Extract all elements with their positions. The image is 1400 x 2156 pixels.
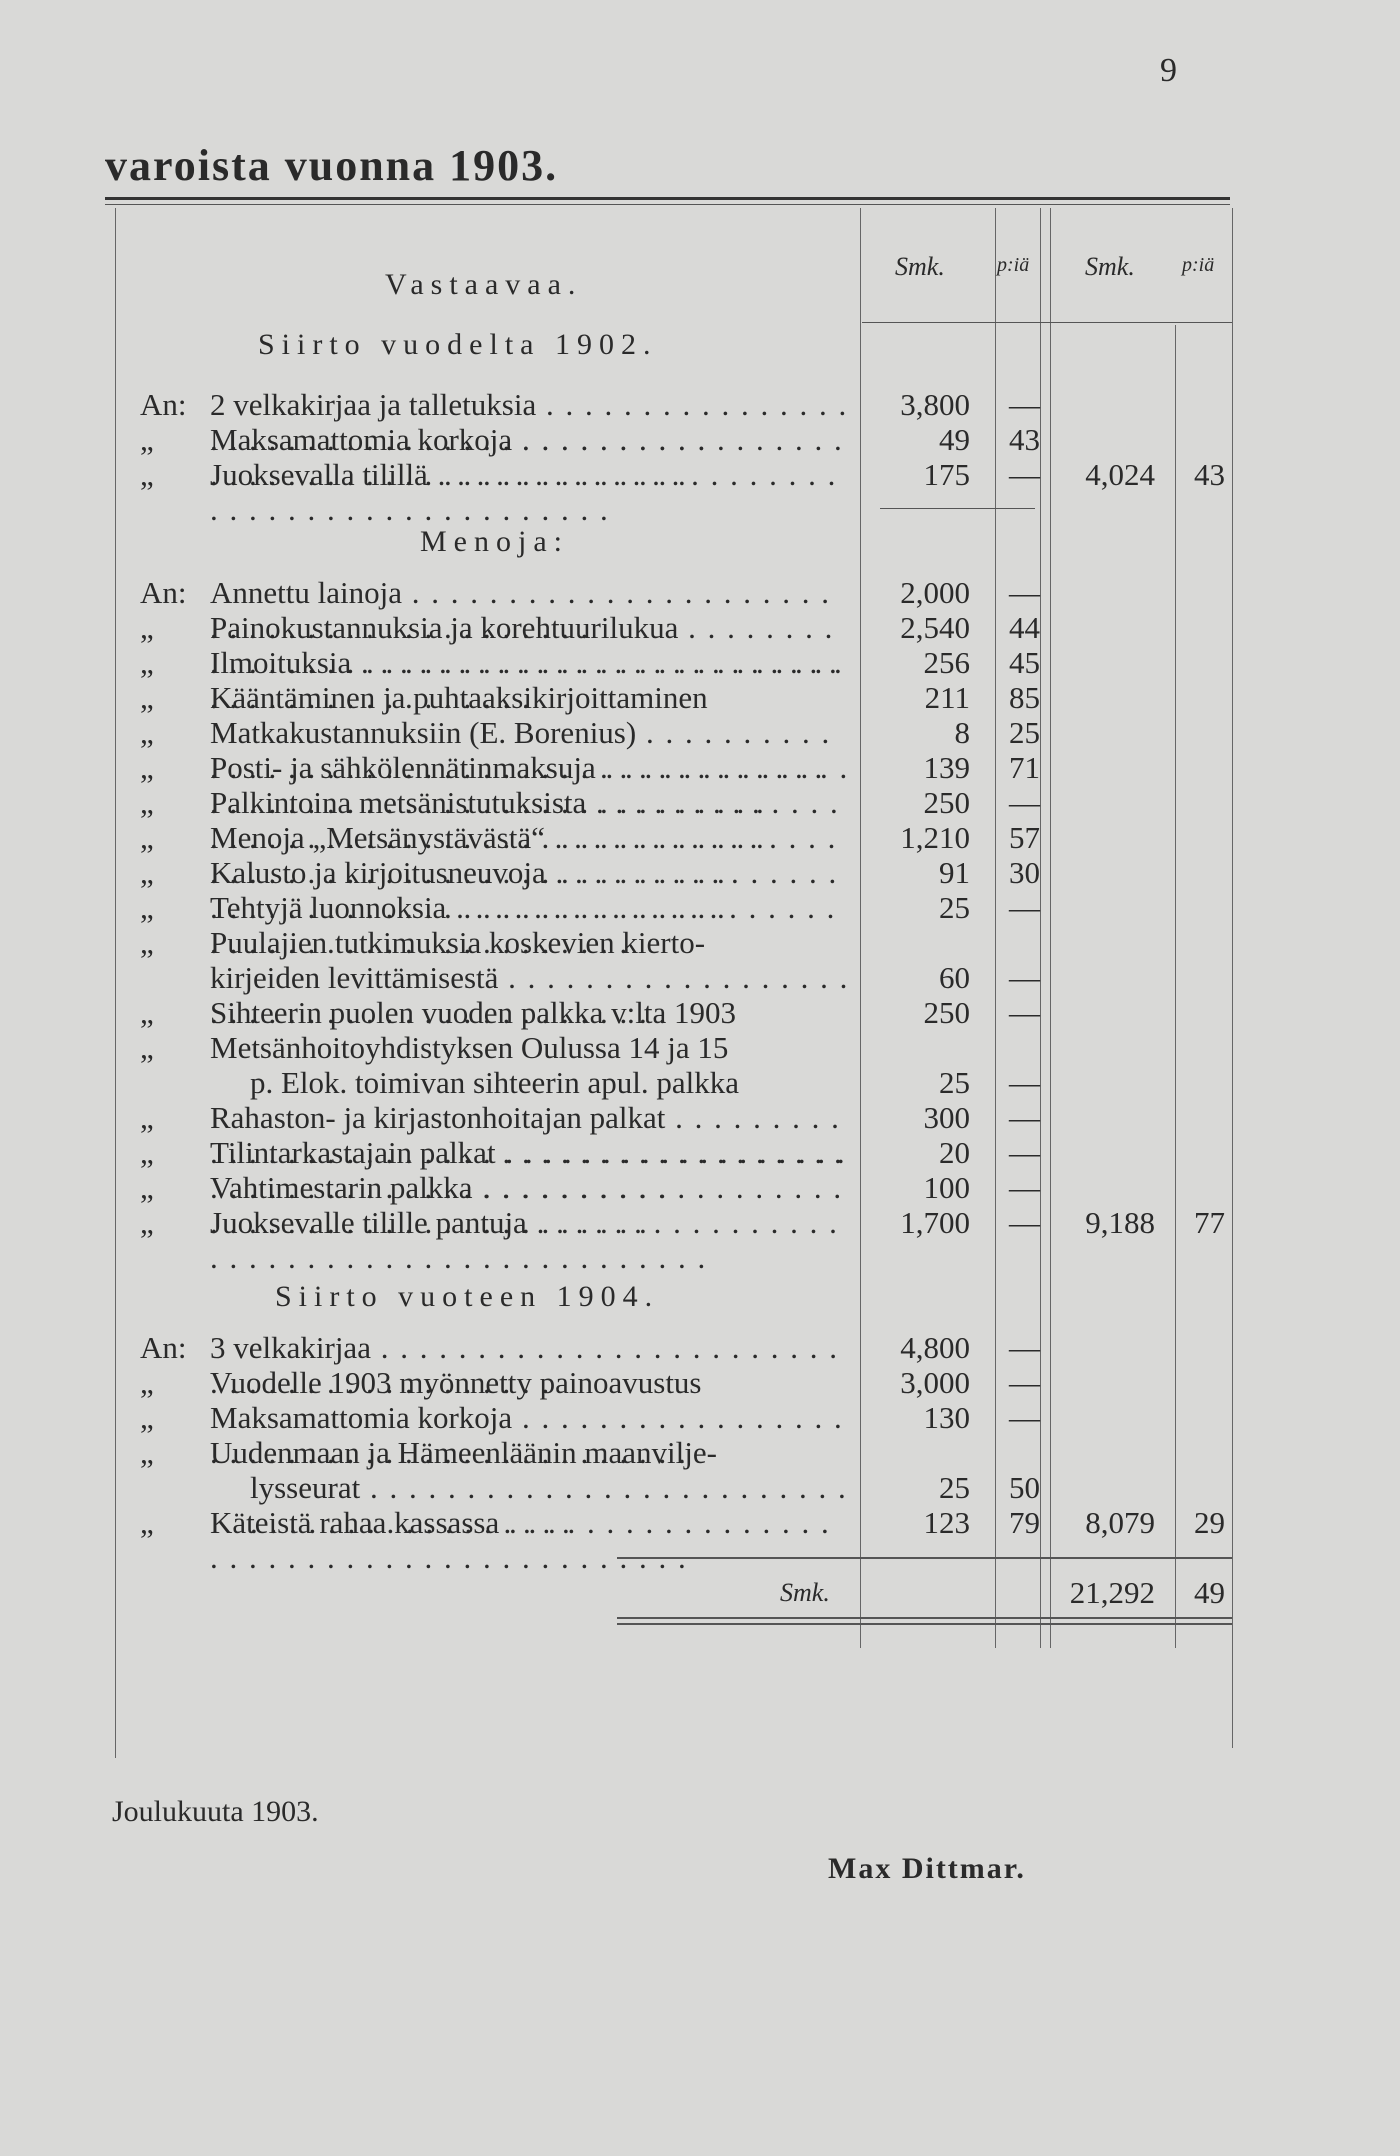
row-mk: 8 [954,715,970,750]
row-mk: 49 [939,422,970,457]
row-desc: Uudenmaan ja Hämeenläänin maanvilje- [210,1435,717,1470]
row-mk: 256 [923,645,970,680]
row-pn: 85 [1009,680,1040,715]
grand-total-label: Smk. [780,1578,830,1607]
row-desc: Kalusto ja kirjoitusneuvoja . . . [210,855,850,925]
section-vastaavaa: Vastaavaa. [385,268,583,301]
row-desc: Ilmoituksia . . . [210,645,850,715]
ledger-row-continuation [0,1470,1240,1505]
row-mk: 175 [923,457,970,492]
ledger-row-continuation [0,960,1240,995]
row-prefix: „ [140,995,154,1030]
row-pn: — [1009,960,1040,995]
row-mk: 250 [923,995,970,1030]
total-rule-top [617,1557,1232,1559]
footer-date: Joulukuuta 1903. [112,1795,319,1828]
row-prefix: An: [140,1330,187,1365]
row-pn: — [1009,1365,1040,1400]
row-total-pn: 77 [1194,1205,1225,1240]
ledger-row [0,1400,1240,1435]
ledger-row [0,1205,1240,1240]
row-desc: Annettu lainoja . . . [210,575,850,645]
row-mk: 100 [923,1170,970,1205]
title-rule [105,197,1230,200]
row-mk: 130 [923,1400,970,1435]
row-pn: — [1009,1330,1040,1365]
ledger-row [0,820,1240,855]
ledger-row [0,1170,1240,1205]
row-pn: 50 [1009,1470,1040,1505]
grand-total-mk: 21,292 [1069,1575,1155,1610]
ledger-row [0,715,1240,750]
row-mk: 3,000 [900,1365,970,1400]
row-mk: 2,000 [900,575,970,610]
row-desc: 3 velkakirjaa . . . [210,1330,850,1400]
row-pn: — [1009,1065,1040,1100]
row-pn: 71 [1009,750,1040,785]
ledger-row [0,575,1240,610]
row-pn: 79 [1009,1505,1040,1540]
row-mk: 123 [923,1505,970,1540]
row-prefix: „ [140,890,154,925]
row-total-mk: 8,079 [1085,1505,1155,1540]
row-pn: 45 [1009,645,1040,680]
ledger-row [0,925,1240,960]
row-prefix: „ [140,1435,154,1470]
row-desc: Sihteerin puolen vuoden palkka v:lta 1903 [210,995,737,1030]
page-title: varoista vuonna 1903. [105,141,559,190]
header-rule [862,322,1232,323]
row-prefix: „ [140,1170,154,1205]
row-pn: 57 [1009,820,1040,855]
ledger-row [0,995,1240,1030]
row-desc: Menoja „Metsänystävästä“ . . . [210,820,850,890]
col-header-pn: p:iä [997,254,1030,276]
row-prefix: An: [140,387,187,422]
row-prefix: An: [140,575,187,610]
row-prefix: „ [140,1365,154,1400]
total-rule-bottom [617,1617,1232,1619]
row-mk: 25 [939,1065,970,1100]
row-prefix: „ [140,715,154,750]
row-total-pn: 29 [1194,1505,1225,1540]
row-pn: — [1009,575,1040,610]
ledger-row [0,1030,1240,1065]
ledger-row-continuation [0,1065,1240,1100]
row-pn: — [1009,457,1040,492]
row-desc: Tehtyjä luonnoksia . . . [210,890,850,960]
row-mk: 25 [939,1470,970,1505]
row-prefix: „ [140,1400,154,1435]
row-prefix: „ [140,610,154,645]
row-mk: 60 [939,960,970,995]
row-desc: Tilintarkastajain palkat . . . [210,1135,850,1205]
row-desc: Maksamattomia korkoja . . . [210,422,850,492]
row-desc: Puulajien tutkimuksia koskevien kierto- [210,925,706,960]
section-siirto-1902: Siirto vuodelta 1902. [258,328,658,361]
signature: Max Dittmar. [828,1852,1026,1885]
section-menoja: Menoja: [420,525,569,558]
row-desc: Vahtimestarin palkka . . . [210,1170,850,1240]
row-mk: 25 [939,890,970,925]
row-prefix: „ [140,457,154,492]
ledger-row [0,855,1240,890]
row-prefix: „ [140,1030,154,1065]
row-prefix: „ [140,1205,154,1240]
row-mk: 4,800 [900,1330,970,1365]
page-number: 9 [1160,52,1177,89]
row-desc: Juoksevalla tilillä . . . [210,457,850,527]
row-desc: Palkintoina metsänistutuksista . . . [210,785,850,855]
row-prefix: „ [140,855,154,890]
ledger-row [0,387,1240,422]
ledger-row [0,645,1240,680]
row-pn: — [1009,1205,1040,1240]
row-desc: Painokustannuksia ja korehtuurilukua . . . [210,610,850,715]
col-header-total-mk: Smk. [1085,252,1135,281]
row-pn: — [1009,995,1040,1030]
ledger-row [0,1135,1240,1170]
ledger-row [0,1505,1240,1540]
row-prefix: „ [140,785,154,820]
subtotal-rule [880,508,1035,509]
ledger-row [0,1365,1240,1400]
row-desc: 2 velkakirjaa ja talletuksia . . . [210,387,850,457]
row-prefix: „ [140,645,154,680]
row-mk: 300 [923,1100,970,1135]
col-header-total-pn: p:iä [1182,254,1215,276]
row-desc: Rahaston- ja kirjastonhoitajan palkat . . . [210,1100,850,1170]
ledger-row [0,422,1240,457]
row-desc: Kääntäminen ja puhtaaksikirjoittaminen [210,680,708,715]
ledger-row [0,750,1240,785]
row-prefix: „ [140,925,154,960]
row-prefix: „ [140,750,154,785]
ledger-row [0,785,1240,820]
section-siirto-1904: Siirto vuoteen 1904. [275,1280,660,1313]
ledger-row [0,1100,1240,1135]
row-pn: — [1009,890,1040,925]
row-pn: — [1009,387,1040,422]
row-mk: 91 [939,855,970,890]
row-prefix: „ [140,680,154,715]
row-desc: Metsänhoitoyhdistyksen Oulussa 14 ja 15 [210,1030,729,1065]
row-prefix: „ [140,820,154,855]
row-pn: — [1009,1100,1040,1135]
ledger-row [0,1435,1240,1470]
row-desc: Juoksevalle tilille pantuja . . . [210,1205,850,1275]
row-prefix: „ [140,1505,154,1540]
row-prefix: „ [140,1100,154,1135]
row-desc-continuation: p. Elok. toimivan sihteerin apul. palkka [250,1065,740,1100]
row-pn: 25 [1009,715,1040,750]
row-desc-continuation: kirjeiden levittämisestä . . . [210,960,850,1030]
row-mk: 250 [923,785,970,820]
row-total-mk: 4,024 [1085,457,1155,492]
row-prefix: „ [140,422,154,457]
row-desc: Käteistä rahaa kassassa . . . [210,1505,850,1575]
col-header-mk: Smk. [895,252,945,281]
row-desc: Maksamattomia korkoja . . . [210,1400,850,1470]
row-pn: — [1009,1400,1040,1435]
row-pn: — [1009,1170,1040,1205]
row-pn: 30 [1009,855,1040,890]
grand-total-row [0,1575,1240,1610]
ledger-row [0,890,1240,925]
row-mk: 3,800 [900,387,970,422]
row-total-mk: 9,188 [1085,1205,1155,1240]
total-rule-bottom-double [617,1623,1232,1625]
row-mk: 2,540 [900,610,970,645]
row-desc-continuation: lysseurat . . . [250,1470,850,1540]
row-mk: 1,210 [900,820,970,855]
row-mk: 1,700 [900,1205,970,1240]
row-pn: 43 [1009,422,1040,457]
row-mk: 20 [939,1135,970,1170]
title-rule-thin [105,204,1230,205]
ledger-row [0,1330,1240,1365]
row-mk: 211 [924,680,970,715]
ledger-row [0,610,1240,645]
row-mk: 139 [923,750,970,785]
row-pn: — [1009,1135,1040,1170]
row-pn: — [1009,785,1040,820]
row-desc: Posti- ja sähkölennätinmaksuja . . . [210,750,850,820]
row-prefix: „ [140,1135,154,1170]
grand-total-pn: 49 [1194,1575,1225,1610]
ledger-row [0,457,1240,492]
row-pn: 44 [1009,610,1040,645]
row-desc: Vuodelle 1903 myönnetty painoavustus [210,1365,702,1400]
row-total-pn: 43 [1194,457,1225,492]
ledger-row [0,680,1240,715]
row-desc: Matkakustannuksiin (E. Borenius) . . . [210,715,850,785]
